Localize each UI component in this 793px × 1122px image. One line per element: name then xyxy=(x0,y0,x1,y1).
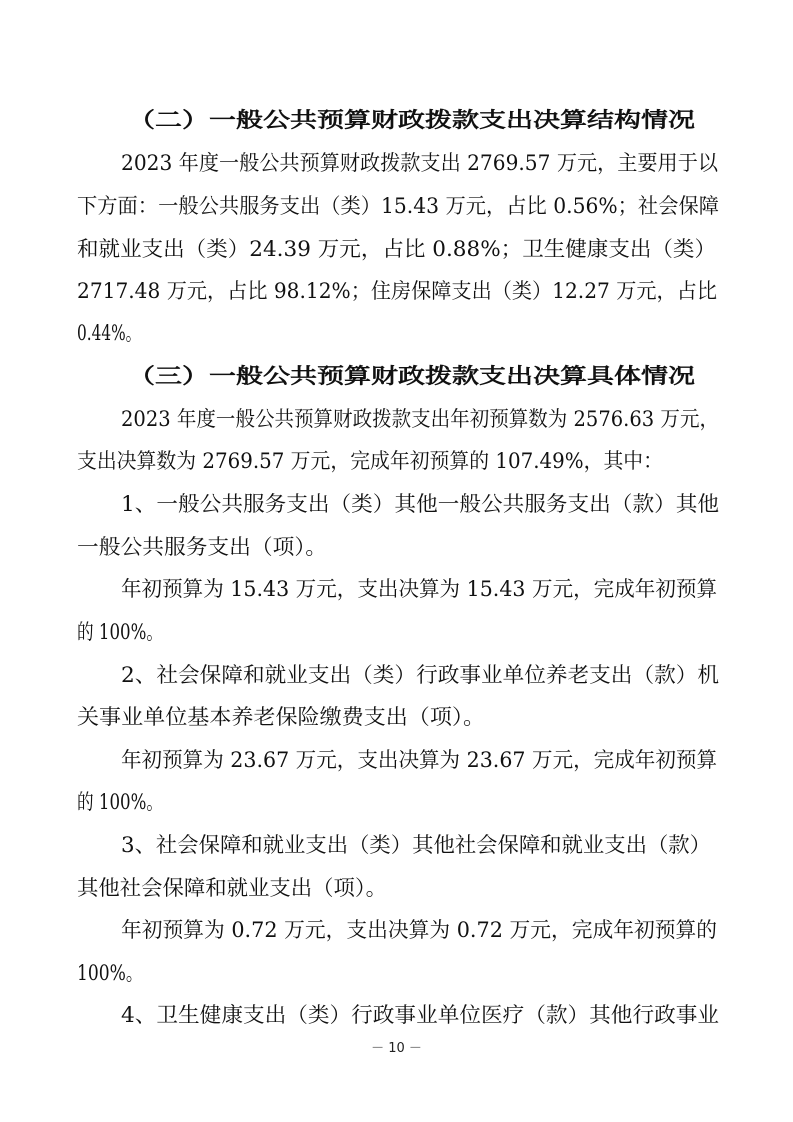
paragraph-line: 3、社会保障和就业支出（类）其他社会保障和就业支出（款） xyxy=(121,833,711,857)
paragraph-line: 的 100%。 xyxy=(77,790,163,814)
paragraph-line: 2717.48 万元，占比 98.12%；住房保障支出（类）12.27 万元，占比 xyxy=(77,279,717,303)
paragraph-line: 的 100%。 xyxy=(77,620,163,644)
paragraph-line: 其他社会保障和就业支出（项）。 xyxy=(77,876,387,900)
paragraph-line: 0.44%。 xyxy=(77,321,141,345)
paragraph-line: 下方面：一般公共服务支出（类）15.43 万元，占比 0.56%；社会保障 xyxy=(77,194,719,218)
paragraph-line: 2、社会保障和就业支出（类）行政事业单位养老支出（款）机 xyxy=(121,663,719,687)
paragraph-line: 1、一般公共服务支出（类）其他一般公共服务支出（款）其他 xyxy=(121,492,719,516)
paragraph-line: 支出决算数为 2769.57 万元，完成年初预算的 107.49%，其中： xyxy=(77,449,663,473)
section-heading-detail: （三）一般公共预算财政拨款支出决算具体情况 xyxy=(128,364,695,388)
section-heading-structure: （二）一般公共预算财政拨款支出决算结构情况 xyxy=(128,108,695,132)
page-number: － 10 － xyxy=(371,1041,422,1056)
paragraph-line: 年初预算为 15.43 万元，支出决算为 15.43 万元，完成年初预算 xyxy=(121,577,717,601)
paragraph-line: 年初预算为 0.72 万元，支出决算为 0.72 万元，完成年初预算的 xyxy=(121,918,717,942)
paragraph-line: 2023 年度一般公共预算财政拨款支出年初预算数为 2576.63 万元， xyxy=(121,407,719,431)
paragraph-line: 和就业支出（类）24.39 万元，占比 0.88%；卫生健康支出（类） xyxy=(77,237,716,261)
paragraph-line: 2023 年度一般公共预算财政拨款支出 2769.57 万元，主要用于以 xyxy=(121,151,718,175)
paragraph-line: 100%。 xyxy=(77,961,143,985)
paragraph-line: 关事业单位基本养老保险缴费支出（项）。 xyxy=(77,705,485,729)
paragraph-line: 年初预算为 23.67 万元，支出决算为 23.67 万元，完成年初预算 xyxy=(121,748,717,772)
paragraph-line: 一般公共服务支出（项）。 xyxy=(77,535,327,559)
paragraph-line: 4、卫生健康支出（类）行政事业单位医疗（款）其他行政事业 xyxy=(121,1003,719,1027)
